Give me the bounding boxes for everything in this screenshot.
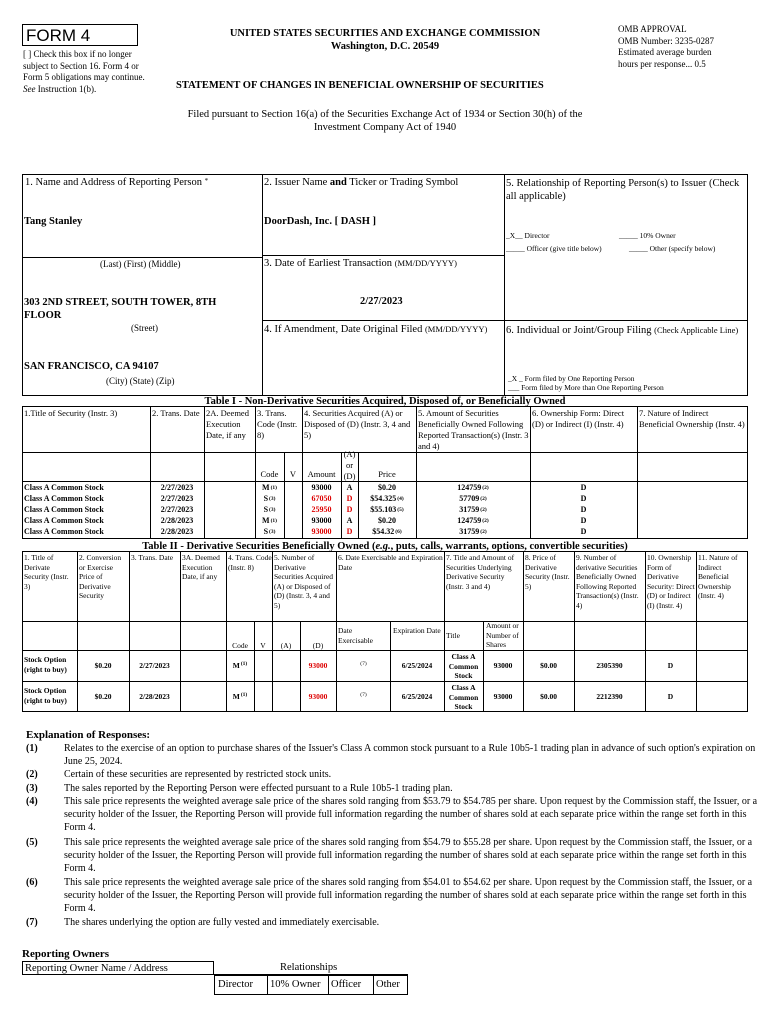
t2-h4: 4. Trans. Code (Instr. 8) xyxy=(228,553,272,572)
footnote-text: The sales reported by the Reporting Person were effected pursuant to a Rule 10b5-1 trading plan. xyxy=(64,783,453,794)
t1-date: 2/28/2023 xyxy=(160,516,194,525)
footnote-ref: (2) xyxy=(480,529,487,535)
issuer-name: DoorDash, Inc. [ DASH ] xyxy=(264,216,377,227)
footnote-key: (6) xyxy=(26,877,38,888)
t2-title: Stock Option (right to buy) xyxy=(24,686,67,705)
footnote-text: Certain of these securities are represented by restricted stock units. xyxy=(64,769,332,780)
t1-form: D xyxy=(580,516,587,525)
t1-price: $55.103$^{(5)}$ xyxy=(370,505,404,514)
t2-h9: 9. Number of derivative Securities Beneficially Owned Following Reported Transaction(s) (Instr. 4) xyxy=(576,553,639,610)
street-caption: (Street) xyxy=(131,323,158,333)
t1-aord: A xyxy=(346,516,353,525)
t2-exp: 6/25/2024 xyxy=(401,692,433,701)
t2-sub-d: (D) xyxy=(312,641,324,650)
t2-h7: 7. Title and Amount of Securities Underlying Derivative Security (Instr. 3 and 4) xyxy=(446,553,515,591)
t2-h6: 6. Date Exercisable and Expiration Date xyxy=(338,553,443,572)
t1-h7: 7. Nature of Indirect Beneficial Ownership (Instr. 4) xyxy=(639,408,745,429)
owner10-checkbox: _____ 10% Owner xyxy=(619,231,676,240)
t1-amount: 93000 xyxy=(311,483,332,492)
t2-owned: 2212390 xyxy=(596,692,623,701)
t2-h2: 2. Conversion or Exercise Price of Derivative Security xyxy=(79,553,122,600)
footnote-ref: (2) xyxy=(480,507,487,513)
t1-h5: 5. Amount of Securities Beneficially Owned Following Reported Transaction(s) (Instr. 3 and 4) xyxy=(418,408,529,451)
footnote-ref: (1) xyxy=(270,518,277,524)
owners-col-other: Other xyxy=(373,975,408,995)
footnote-key: (5) xyxy=(26,837,38,848)
t2-sub-code: Code xyxy=(232,641,248,650)
t1-price: $54.32$^{(6)}$ xyxy=(372,527,402,536)
footnote-ref: (3) xyxy=(269,496,276,502)
t2-conv: $0.20 xyxy=(94,692,112,701)
omb-number: OMB Number: 3235-0287 xyxy=(618,35,714,46)
t1-amount: 67050 xyxy=(311,494,332,503)
t2-price: $0.00 xyxy=(540,661,557,670)
footnote-ref: (7) xyxy=(360,692,367,698)
owners-header-name: Reporting Owner Name / Address xyxy=(22,961,214,975)
box1-label: 1. Name and Address of Reporting Person * xyxy=(25,177,209,188)
footnote-ref: (3) xyxy=(269,507,276,513)
t2-code: $M^{(1)}$ xyxy=(232,692,248,701)
t1-code: $M^{(1)}$ xyxy=(262,516,277,525)
t1-form: D xyxy=(580,505,587,514)
box4-label: 4. If Amendment, Date Original Filed (MM/DD/YYYY) xyxy=(264,324,488,335)
t1-owned: 57709$^{(2)}$ xyxy=(459,494,487,503)
t2-h5: 5. Number of Derivative Securities Acquired (A) or Disposed of (D) (Instr. 3, 4 and 5) xyxy=(274,553,333,610)
t2-price: $0.00 xyxy=(540,692,557,701)
t1-price: $0.20 xyxy=(378,483,396,492)
checkbox-instr: Instruction 1(b). xyxy=(37,83,97,94)
t2-code: $M^{(1)}$ xyxy=(232,661,248,670)
footnote-ref: (1) xyxy=(240,692,248,698)
t1-amount: 93000 xyxy=(311,527,332,536)
t1-date: 2/27/2023 xyxy=(160,483,194,492)
omb-approval xyxy=(618,24,768,70)
footnote-key: (4) xyxy=(26,796,38,807)
omb-title: OMB APPROVAL xyxy=(618,24,687,34)
t1-owned: 31759$^{(2)}$ xyxy=(459,505,487,514)
t2-uamt: 93000 xyxy=(493,692,513,701)
t2-sub-v: V xyxy=(260,641,266,650)
footnote-ref: (2) xyxy=(482,485,489,491)
form-no-longer-subject-note xyxy=(23,49,153,95)
t2-uamt: 93000 xyxy=(493,661,513,670)
checkbox-see: See xyxy=(23,83,36,94)
t2-sub-a: (A) xyxy=(280,641,292,650)
t1-sub-amount: Amount xyxy=(307,469,336,479)
owners-col-owner10: 10% Owner xyxy=(267,975,329,995)
footnote-text: Relates to the exercise of an option to purchase shares of the Issuer's Class A common stock pursuant to a Rule 10b5-1 trading plan in advance of such option's expiration on June 25, 2024. xyxy=(64,743,756,767)
t2-sub-exp: Expiration Date xyxy=(393,626,441,635)
t1-aord: D xyxy=(346,527,353,536)
t1-date: 2/27/2023 xyxy=(160,494,194,503)
filing-one-person: _X _ Form filed by One Reporting Person xyxy=(508,374,635,383)
filed-pursuant-line1: Filed pursuant to Section 16(a) of the Securities Exchange Act of 1934 or Section 30(h) of the xyxy=(187,109,583,120)
t1-price: $54.325$^{(4)}$ xyxy=(370,494,404,503)
footnote-text: This sale price represents the weighted average sale price of the shares sold ranging from $53.79 to $54.785 per share. Upon request by the Commission staff, the Issuer, or a security holder of the Issuer, the Reporting Person will provide full information regarding the number of shares sold at each separate price within the range set forth in this Form 4. xyxy=(64,796,758,833)
t2-d: 93000 xyxy=(308,661,328,670)
reporting-person-name: Tang Stanley xyxy=(24,216,83,227)
footnote-key: (7) xyxy=(26,917,38,928)
footnote-text: The shares underlying the option are fully vested and immediately exercisable. xyxy=(64,917,380,928)
box5-label: 5. Relationship of Reporting Person(s) to Issuer (Check all applicable) xyxy=(506,178,740,202)
t1-sub-code: Code xyxy=(260,469,279,479)
t1-sub-aord: (A) or (D) xyxy=(343,449,356,481)
t1-title: Class A Common Stock xyxy=(24,494,104,503)
t1-owned: 31759$^{(2)}$ xyxy=(459,527,487,536)
footnote-ref: (1) xyxy=(240,661,248,667)
t1-h4: 4. Securities Acquired (A) or Disposed of (D) (Instr. 3, 4 and 5) xyxy=(304,408,411,440)
t1-title: Class A Common Stock xyxy=(24,527,104,536)
footnote-ref: (4) xyxy=(397,496,404,502)
t1-h2a: 2A. Deemed Execution Date, if any xyxy=(206,408,249,440)
footnote-text: This sale price represents the weighted average sale price of the shares sold ranging from $54.79 to $55.28 per share. Upon request by the Commission staff, the Issuer, or a security holder of the Issuer, the Reporting Person will provide full information regarding the number of shares sold at each separate price within the range set forth in this Form 4. xyxy=(64,837,753,874)
t1-aord: A xyxy=(346,483,353,492)
agency-location: Washington, D.C. 20549 xyxy=(330,41,440,52)
t2-sub-amt: Amount or Number of Shares xyxy=(486,621,519,649)
footnote-key: (1) xyxy=(26,743,38,754)
t1-owned: 124759$^{(2)}$ xyxy=(457,516,489,525)
t1-h3: 3. Trans. Code (Instr. 8) xyxy=(257,408,298,440)
t2-sub-exer: Date Exercisable xyxy=(338,626,373,645)
box2-label: 2. Issuer Name and Ticker or Trading Symbol xyxy=(264,177,459,188)
t1-sub-price: Price xyxy=(378,469,396,479)
t2-conv: $0.20 xyxy=(94,661,112,670)
footnote-ref: (2) xyxy=(480,496,487,502)
t1-owned: 124759$^{(2)}$ xyxy=(457,483,489,492)
t1-title: Class A Common Stock xyxy=(24,483,104,492)
t1-code: $S^{(3)}$ xyxy=(263,494,276,503)
owners-col-director: Director xyxy=(214,975,268,995)
footnote-ref: (7) xyxy=(360,661,367,667)
filed-pursuant-line2: Investment Company Act of 1940 xyxy=(313,122,457,133)
footnote-ref: (1) xyxy=(270,485,277,491)
agency-name: UNITED STATES SECURITIES AND EXCHANGE COMMISSION xyxy=(229,28,541,39)
owners-header-rel: Relationships xyxy=(214,961,408,975)
t1-form: D xyxy=(580,494,587,503)
owners-col-officer: Officer xyxy=(328,975,374,995)
t1-form: D xyxy=(580,483,587,492)
reporting-city: SAN FRANCISCO, CA 94107 xyxy=(24,361,159,372)
box6-label: 6. Individual or Joint/Group Filing (Check Applicable Line) xyxy=(506,325,739,336)
t1-date: 2/28/2023 xyxy=(160,527,194,536)
t1-code: $M^{(1)}$ xyxy=(262,483,277,492)
t2-d: 93000 xyxy=(308,692,328,701)
footnote-text: This sale price represents the weighted average sale price of the shares sold ranging from $54.01 to $54.62 per share. Upon request by the Commission staff, the Issuer, or a security holder of the Issuer, the Reporting Person will provide full information regarding the number of shares sold at each separate price within the range set forth in this Form 4. xyxy=(64,877,753,914)
t1-title: Class A Common Stock xyxy=(24,516,104,525)
t1-code: $S^{(3)}$ xyxy=(263,527,276,536)
omb-burden: Estimated average burden xyxy=(618,47,712,57)
name-caption: (Last) (First) (Middle) xyxy=(100,259,181,269)
city-caption: (City) (State) (Zip) xyxy=(106,376,175,386)
t1-amount: 93000 xyxy=(311,516,332,525)
t1-aord: D xyxy=(346,505,353,514)
t2-exercisable xyxy=(336,661,390,670)
t2-utitle: Class A Common Stock xyxy=(448,652,479,680)
t2-h8: 8. Price of Derivative Security (Instr. 5) xyxy=(525,553,570,591)
form-label: FORM 4 xyxy=(26,26,91,45)
box3-label: 3. Date of Earliest Transaction (MM/DD/YYYY) xyxy=(264,258,457,269)
t2-form: D xyxy=(667,661,674,670)
t1-aord: D xyxy=(346,494,353,503)
t2-sub-title: Title xyxy=(446,631,460,640)
t1-price: $0.20 xyxy=(378,516,396,525)
statement-title: STATEMENT OF CHANGES IN BENEFICIAL OWNERSHIP OF SECURITIES xyxy=(176,80,544,91)
omb-hours: hours per response... 0.5 xyxy=(618,58,706,69)
t1-title: Class A Common Stock xyxy=(24,505,104,514)
reporting-street: 303 2ND STREET, SOUTH TOWER, 8TH FLOOR xyxy=(24,297,217,321)
filing-more-persons: ___ Form filed by More than One Reporting Person xyxy=(508,383,664,392)
t1-form: D xyxy=(580,527,587,536)
t2-h10: 10. Ownership Form of Derivative Security: Direct (D) or Indirect (I) (Instr. 4) xyxy=(647,553,695,610)
footnote-ref: (2) xyxy=(482,518,489,524)
table2-title: Table II - Derivative Securities Beneficially Owned (e.g., puts, calls, warrants, options, convertible securities) xyxy=(142,541,628,552)
t2-h3: 3. Trans. Date xyxy=(131,553,174,562)
earliest-transaction-date: 2/27/2023 xyxy=(360,296,403,307)
table1-title: Table I - Non-Derivative Securities Acquired, Disposed of, or Beneficially Owned xyxy=(204,396,566,407)
t2-date: 2/28/2023 xyxy=(139,692,170,701)
footnote-ref: (5) xyxy=(397,507,404,513)
t2-h1: 1. Title of Derivate Security (Instr. 3) xyxy=(24,553,69,591)
t2-title: Stock Option (right to buy) xyxy=(24,655,67,674)
footnote-key: (3) xyxy=(26,783,38,794)
t1-code: $S^{(3)}$ xyxy=(263,505,276,514)
owners-title: Reporting Owners xyxy=(22,948,110,960)
t1-sub-v: V xyxy=(289,469,297,479)
t1-h1: 1.Title of Security (Instr. 3) xyxy=(24,408,118,418)
footnote-key: (2) xyxy=(26,769,38,780)
t2-form: D xyxy=(667,692,674,701)
officer-checkbox: _____ Officer (give title below) xyxy=(506,244,602,253)
t1-amount: 25950 xyxy=(311,505,332,514)
director-checkbox: _X__ Director xyxy=(506,231,550,240)
explanation-title: Explanation of Responses: xyxy=(26,729,151,741)
t1-date: 2/27/2023 xyxy=(160,505,194,514)
form-label-box xyxy=(22,24,138,46)
footnote-ref: (6) xyxy=(395,529,402,535)
footnote-ref: (3) xyxy=(269,529,276,535)
t2-exercisable xyxy=(336,692,390,701)
t2-owned: 2305390 xyxy=(596,661,623,670)
checkbox-text: [ ] Check this box if no longer subject to Section 16. Form 4 or Form 5 obligations may continue. xyxy=(23,49,145,82)
other-checkbox: _____ Other (specify below) xyxy=(629,244,716,253)
t1-h6: 6. Ownership Form: Direct (D) or Indirect (I) (Instr. 4) xyxy=(532,408,625,429)
t2-h11: 11. Nature of Indirect Beneficial Ownership (Instr. 4) xyxy=(698,553,738,600)
t2-utitle: Class A Common Stock xyxy=(448,683,479,711)
t1-h2: 2. Trans. Date xyxy=(152,408,200,418)
t2-h3a: 3A. Deemed Execution Date, if any xyxy=(182,553,220,581)
t2-date: 2/27/2023 xyxy=(139,661,170,670)
t2-exp: 6/25/2024 xyxy=(401,661,433,670)
